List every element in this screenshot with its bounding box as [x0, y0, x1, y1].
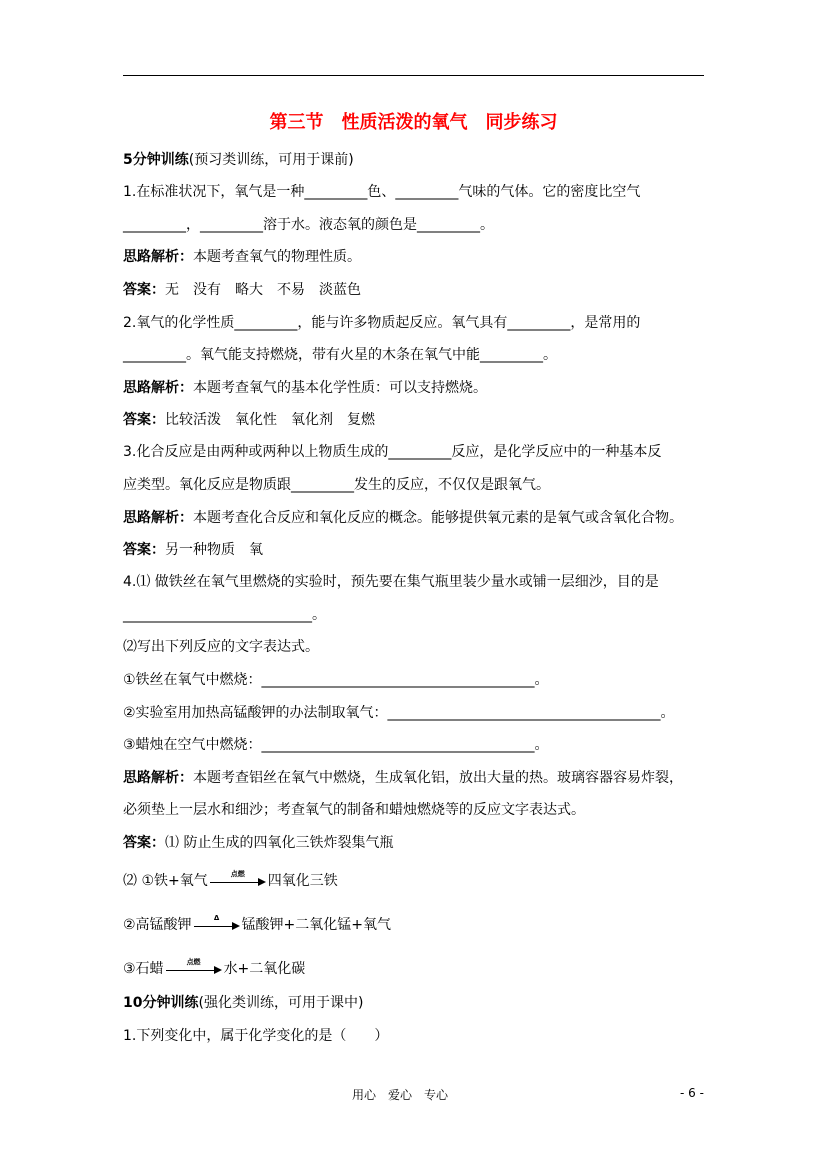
reaction-condition: 点燃	[186, 958, 201, 966]
analysis-label: 思路解析：	[123, 249, 193, 265]
equation-paraffin	[123, 959, 305, 979]
question-3-answer	[123, 540, 263, 560]
question-1-line-1: 1.在标准状况下，氧气是一种_________色、_________气味的气体。它的密度比空气	[123, 184, 641, 200]
section-heading-5min	[123, 150, 354, 170]
question-2-line-2: _________。氧气能支持燃烧，带有火星的木条在氧气中能_________。	[123, 347, 557, 363]
analysis-text: 本题考查氧气的基本化学性质：可以支持燃烧。	[193, 380, 487, 396]
answer-text: ⑴ 防止生成的四氧化三铁炸裂集气瓶	[165, 835, 394, 851]
equation-reactants: ②高锰酸钾	[123, 917, 192, 933]
question-4-item-3: ③蜡烛在空气中燃烧：_______________________________________。	[123, 737, 549, 753]
question-4-answer	[123, 833, 393, 853]
reaction-condition: 点燃	[230, 870, 245, 878]
footer-motto: 用心 爱心 专心	[352, 1088, 449, 1102]
section-heading-label: 5分钟训练	[123, 152, 189, 168]
answer-label: 答案：	[123, 835, 165, 851]
question-1-analysis	[123, 247, 361, 267]
equation-reactants: ⑵ ①铁+氧气	[123, 873, 208, 889]
reaction-arrow-icon	[194, 914, 240, 930]
answer-label: 答案：	[123, 412, 165, 428]
question-4-analysis-1	[123, 768, 683, 788]
analysis-text: 本题考查铝丝在氧气中燃烧，生成氧化铝，放出大量的热。玻璃容器容易炸裂，	[193, 770, 683, 786]
question-2-answer	[123, 410, 375, 430]
analysis-text: 本题考查氧气的物理性质。	[193, 249, 361, 265]
analysis-label: 思路解析：	[123, 510, 193, 526]
question-2-analysis	[123, 378, 487, 398]
section-heading-note: (强化类训练，可用于课中)	[198, 995, 364, 1011]
equation-iron-oxygen	[123, 871, 338, 891]
header-rule	[123, 75, 704, 76]
question-3-analysis	[123, 508, 683, 528]
question-4-line-1: 4.⑴ 做铁丝在氧气里燃烧的实验时，预先要在集气瓶里装少量水或铺一层细沙，目的是	[123, 574, 659, 590]
question-2-line-1: 2.氧气的化学性质_________，能与许多物质起反应。氧气具有_________，是常用的	[123, 315, 641, 331]
question-4-item-2: ②实验室用加热高锰酸钾的办法制取氧气：_______________________________________。	[123, 705, 675, 721]
question-4-item-1: ①铁丝在氧气中燃烧：_______________________________________。	[123, 672, 549, 688]
equation-products: 水+二氧化碳	[223, 961, 306, 977]
analysis-label: 思路解析：	[123, 770, 193, 786]
answer-label: 答案：	[123, 282, 165, 298]
question-1-answer	[123, 280, 361, 300]
answer-text: 比较活泼 氧化性 氧化剂 复燃	[165, 412, 375, 428]
question-1-line-2: _________，_________溶于水。液态氧的颜色是_________。	[123, 217, 494, 233]
question-4-line-2: ___________________________。	[123, 607, 326, 623]
reaction-arrow-icon	[166, 958, 222, 974]
question-3-line-2: 应类型。氧化反应是物质跟_________发生的反应，不仅仅是跟氧气。	[123, 477, 550, 493]
equation-potassium-permanganate	[123, 915, 391, 935]
equation-reactants: ③石蜡	[123, 961, 164, 977]
section-heading-label: 10分钟训练	[123, 995, 199, 1011]
page-title: 第三节 性质活泼的氧气 同步练习	[269, 112, 558, 133]
reaction-condition: Δ	[213, 914, 220, 922]
question-4-analysis-2: 必须垫上一层水和细沙；考查氧气的制备和蜡烛燃烧等的反应文字表达式。	[123, 802, 585, 818]
equation-products: 锰酸钾+二氧化锰+氧气	[241, 917, 392, 933]
answer-text: 另一种物质 氧	[165, 542, 263, 558]
question-3-line-1: 3.化合反应是由两种或两种以上物质生成的_________反应，是化学反应中的一种基本反	[123, 444, 662, 460]
answer-label: 答案：	[123, 542, 165, 558]
analysis-text: 本题考查化合反应和氧化反应的概念。能够提供氧元素的是氧气或含氧化合物。	[193, 510, 683, 526]
reaction-arrow-icon	[210, 870, 266, 886]
analysis-label: 思路解析：	[123, 380, 193, 396]
page-number: - 6 -	[680, 1086, 704, 1100]
section-heading-10min	[123, 993, 363, 1013]
question-5-line-1: 1.下列变化中，属于化学变化的是（ ）	[123, 1028, 389, 1044]
equation-products: 四氧化三铁	[267, 873, 338, 889]
answer-text: 无 没有 略大 不易 淡蓝色	[165, 282, 361, 298]
section-heading-note: (预习类训练，可用于课前)	[188, 152, 354, 168]
question-4-line-3: ⑵写出下列反应的文字表达式。	[123, 639, 319, 655]
